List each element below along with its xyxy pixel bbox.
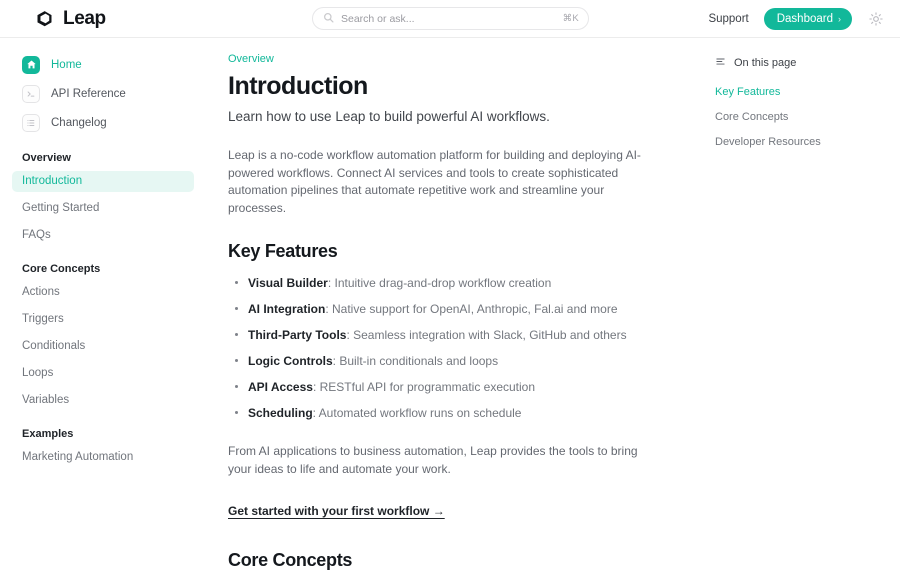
list-icon	[22, 114, 40, 132]
feature-description: : Seamless integration with Slack, GitHub and others	[346, 328, 627, 342]
dashboard-button[interactable]	[764, 8, 852, 30]
list-item	[228, 353, 685, 370]
feature-term: Third-Party Tools	[248, 328, 347, 342]
get-started-link[interactable]: Get started with your first workflow →	[228, 504, 445, 518]
sidebar-link-getting-started[interactable]: Getting Started	[22, 202, 100, 214]
sidebar-link-actions[interactable]: Actions	[22, 286, 60, 298]
feature-term: AI Integration	[248, 302, 326, 316]
page-subtitle: Learn how to use Leap to build powerful AI workflows.	[228, 109, 550, 124]
feature-term: Scheduling	[248, 406, 313, 420]
theme-toggle-button[interactable]	[867, 10, 884, 27]
feature-description: : RESTful API for programmatic execution	[312, 380, 536, 394]
brand-name: Leap	[63, 7, 106, 29]
list-icon	[715, 54, 726, 72]
home-icon	[22, 56, 40, 74]
sidebar-group-title-examples: Examples	[22, 428, 74, 440]
sidebar-group-title-core-concepts: Core Concepts	[22, 263, 101, 275]
brand-logo-link[interactable]	[34, 8, 106, 30]
header-actions	[708, 8, 884, 30]
sidebar-link-faqs[interactable]: FAQs	[22, 229, 51, 241]
sidebar-item-home-label: Home	[51, 58, 82, 71]
top-header	[0, 0, 900, 38]
feature-term: Visual Builder	[248, 276, 328, 290]
toc-link-core-concepts[interactable]: Core Concepts	[715, 111, 789, 123]
list-item	[228, 405, 685, 422]
search-input[interactable]	[312, 7, 589, 30]
core-concepts-heading: Core Concepts	[228, 550, 353, 570]
on-this-page-header	[715, 54, 890, 72]
list-item	[228, 327, 685, 344]
sidebar-group-title-overview: Overview	[22, 152, 71, 164]
sidebar-link-triggers[interactable]: Triggers	[22, 313, 64, 325]
cube-icon	[34, 8, 55, 29]
closing-paragraph: From AI applications to business automation, Leap provides the tools to bring your ideas to life and automate your work.	[228, 444, 638, 476]
on-this-page-label: On this page	[734, 57, 797, 69]
sidebar-item-changelog-label: Changelog	[51, 116, 107, 129]
terminal-icon	[22, 85, 40, 103]
sidebar-item-api-reference[interactable]	[22, 81, 184, 106]
list-item	[228, 301, 685, 318]
toc-link-developer-resources[interactable]: Developer Resources	[715, 136, 821, 148]
feature-description: : Built-in conditionals and loops	[332, 354, 499, 368]
feature-description: : Automated workflow runs on schedule	[312, 406, 522, 420]
sidebar-link-introduction[interactable]: Introduction	[12, 171, 194, 192]
sidebar-nav	[0, 38, 206, 484]
search-icon	[323, 10, 334, 28]
feature-term: API Access	[248, 380, 313, 394]
intro-paragraph: Leap is a no-code workflow automation platform for building and deploying AI-powered workflows. Connect AI services and tools to create sophisticated automation pipelines that automate repetitive work and streamline your processes.	[228, 148, 641, 215]
list-item	[228, 275, 685, 292]
key-features-list	[228, 275, 685, 422]
feature-description: : Native support for OpenAI, Anthropic, Fal.ai and more	[325, 302, 618, 316]
breadcrumb[interactable]: Overview	[228, 53, 274, 65]
toc-link-key-features[interactable]: Key Features	[715, 86, 781, 98]
key-features-heading: Key Features	[228, 241, 338, 261]
sidebar-item-api-reference-label: API Reference	[51, 87, 126, 100]
sidebar-item-home[interactable]	[22, 52, 184, 77]
feature-description: : Intuitive drag-and-drop workflow creation	[327, 276, 552, 290]
page-title: Introduction	[228, 72, 368, 100]
sidebar-link-marketing-automation[interactable]: Marketing Automation	[22, 451, 134, 463]
sidebar-item-changelog[interactable]	[22, 110, 184, 135]
sidebar-link-variables[interactable]: Variables	[22, 394, 70, 406]
search-placeholder: Search or ask...	[341, 12, 415, 25]
dashboard-button-label: Dashboard	[776, 12, 833, 25]
sidebar-link-conditionals[interactable]: Conditionals	[22, 340, 86, 352]
sidebar-link-loops[interactable]: Loops	[22, 367, 54, 379]
main-content	[206, 38, 705, 570]
search-shortcut-hint: ⌘K	[562, 13, 579, 24]
on-this-page-panel	[705, 38, 900, 484]
feature-term: Logic Controls	[248, 354, 333, 368]
list-item	[228, 379, 685, 396]
chevron-right-icon: ›	[838, 13, 841, 24]
support-link[interactable]: Support	[708, 12, 749, 25]
page-layout	[0, 38, 900, 570]
